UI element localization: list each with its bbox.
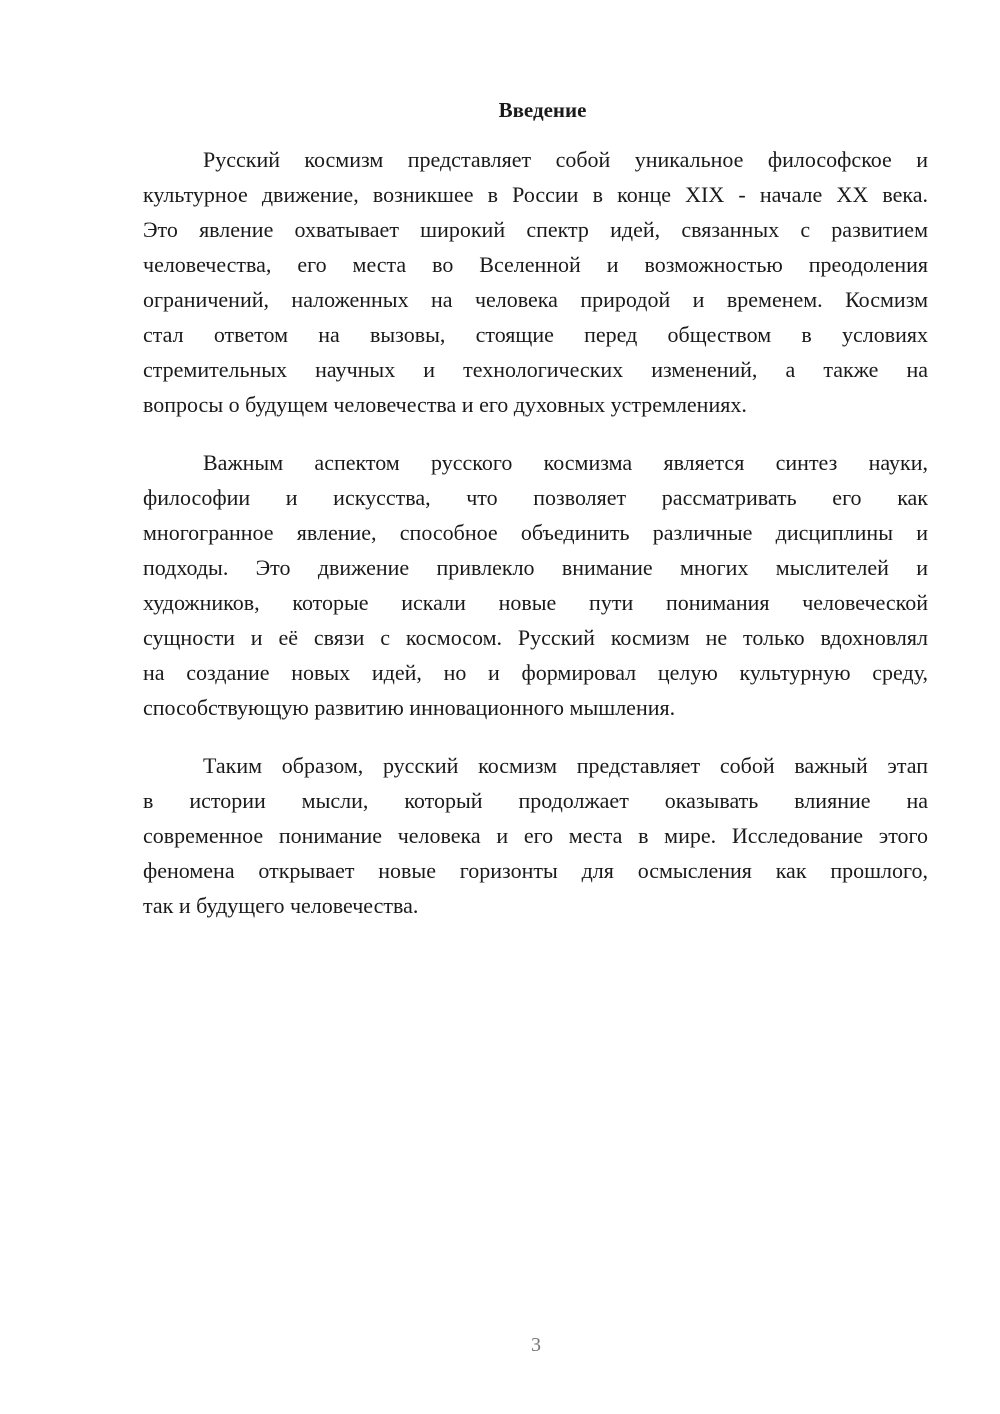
- text-line: философии и искусства, что позволяет рассматривать его как: [143, 485, 928, 510]
- text-line: Это явление охватывает широкий спектр идей, связанных с развитием: [143, 217, 928, 242]
- text-line: в истории мысли, который продолжает оказывать влияние на: [143, 788, 928, 813]
- text-line: вопросы о будущем человечества и его духовных устремлениях.: [143, 392, 747, 417]
- text-line: человечества, его места во Вселенной и возможностью преодоления: [143, 252, 928, 277]
- text-line: Важным аспектом русского космизма является синтез науки,: [203, 450, 928, 475]
- text-line: способствующую развитию инновационного мышления.: [143, 695, 676, 720]
- text-line: так и будущего человечества.: [143, 893, 419, 918]
- text-line: на создание новых идей, но и формировал целую культурную среду,: [143, 660, 928, 685]
- text-line: культурное движение, возникшее в России в конце XIX - начале XX века.: [143, 182, 928, 207]
- text-line: стремительных научных и технологических изменений, а также на: [143, 357, 928, 382]
- text-line: Русский космизм представляет собой уникальное философское и: [203, 147, 928, 172]
- document-body: [143, 142, 928, 923]
- text-line: подходы. Это движение привлекло внимание многих мыслителей и: [143, 555, 928, 580]
- paragraph: [143, 142, 928, 422]
- text-line: художников, которые искали новые пути понимания человеческой: [143, 590, 928, 615]
- section-title: Введение: [498, 98, 587, 122]
- text-line: многогранное явление, способное объединить различные дисциплины и: [143, 520, 928, 545]
- text-line: ограничений, наложенных на человека природой и временем. Космизм: [143, 287, 928, 312]
- text-line: сущности и её связи с космосом. Русский космизм не только вдохновлял: [143, 625, 928, 650]
- paragraph: [143, 748, 928, 923]
- text-line: Таким образом, русский космизм представляет собой важный этап: [203, 753, 928, 778]
- text-line: современное понимание человека и его места в мире. Исследование этого: [143, 823, 928, 848]
- text-line: стал ответом на вызовы, стоящие перед обществом в условиях: [143, 322, 928, 347]
- text-line: феномена открывает новые горизонты для осмысления как прошлого,: [143, 858, 928, 883]
- page-number: 3: [531, 1334, 541, 1356]
- paragraph: [143, 445, 928, 725]
- document-page: [143, 93, 928, 946]
